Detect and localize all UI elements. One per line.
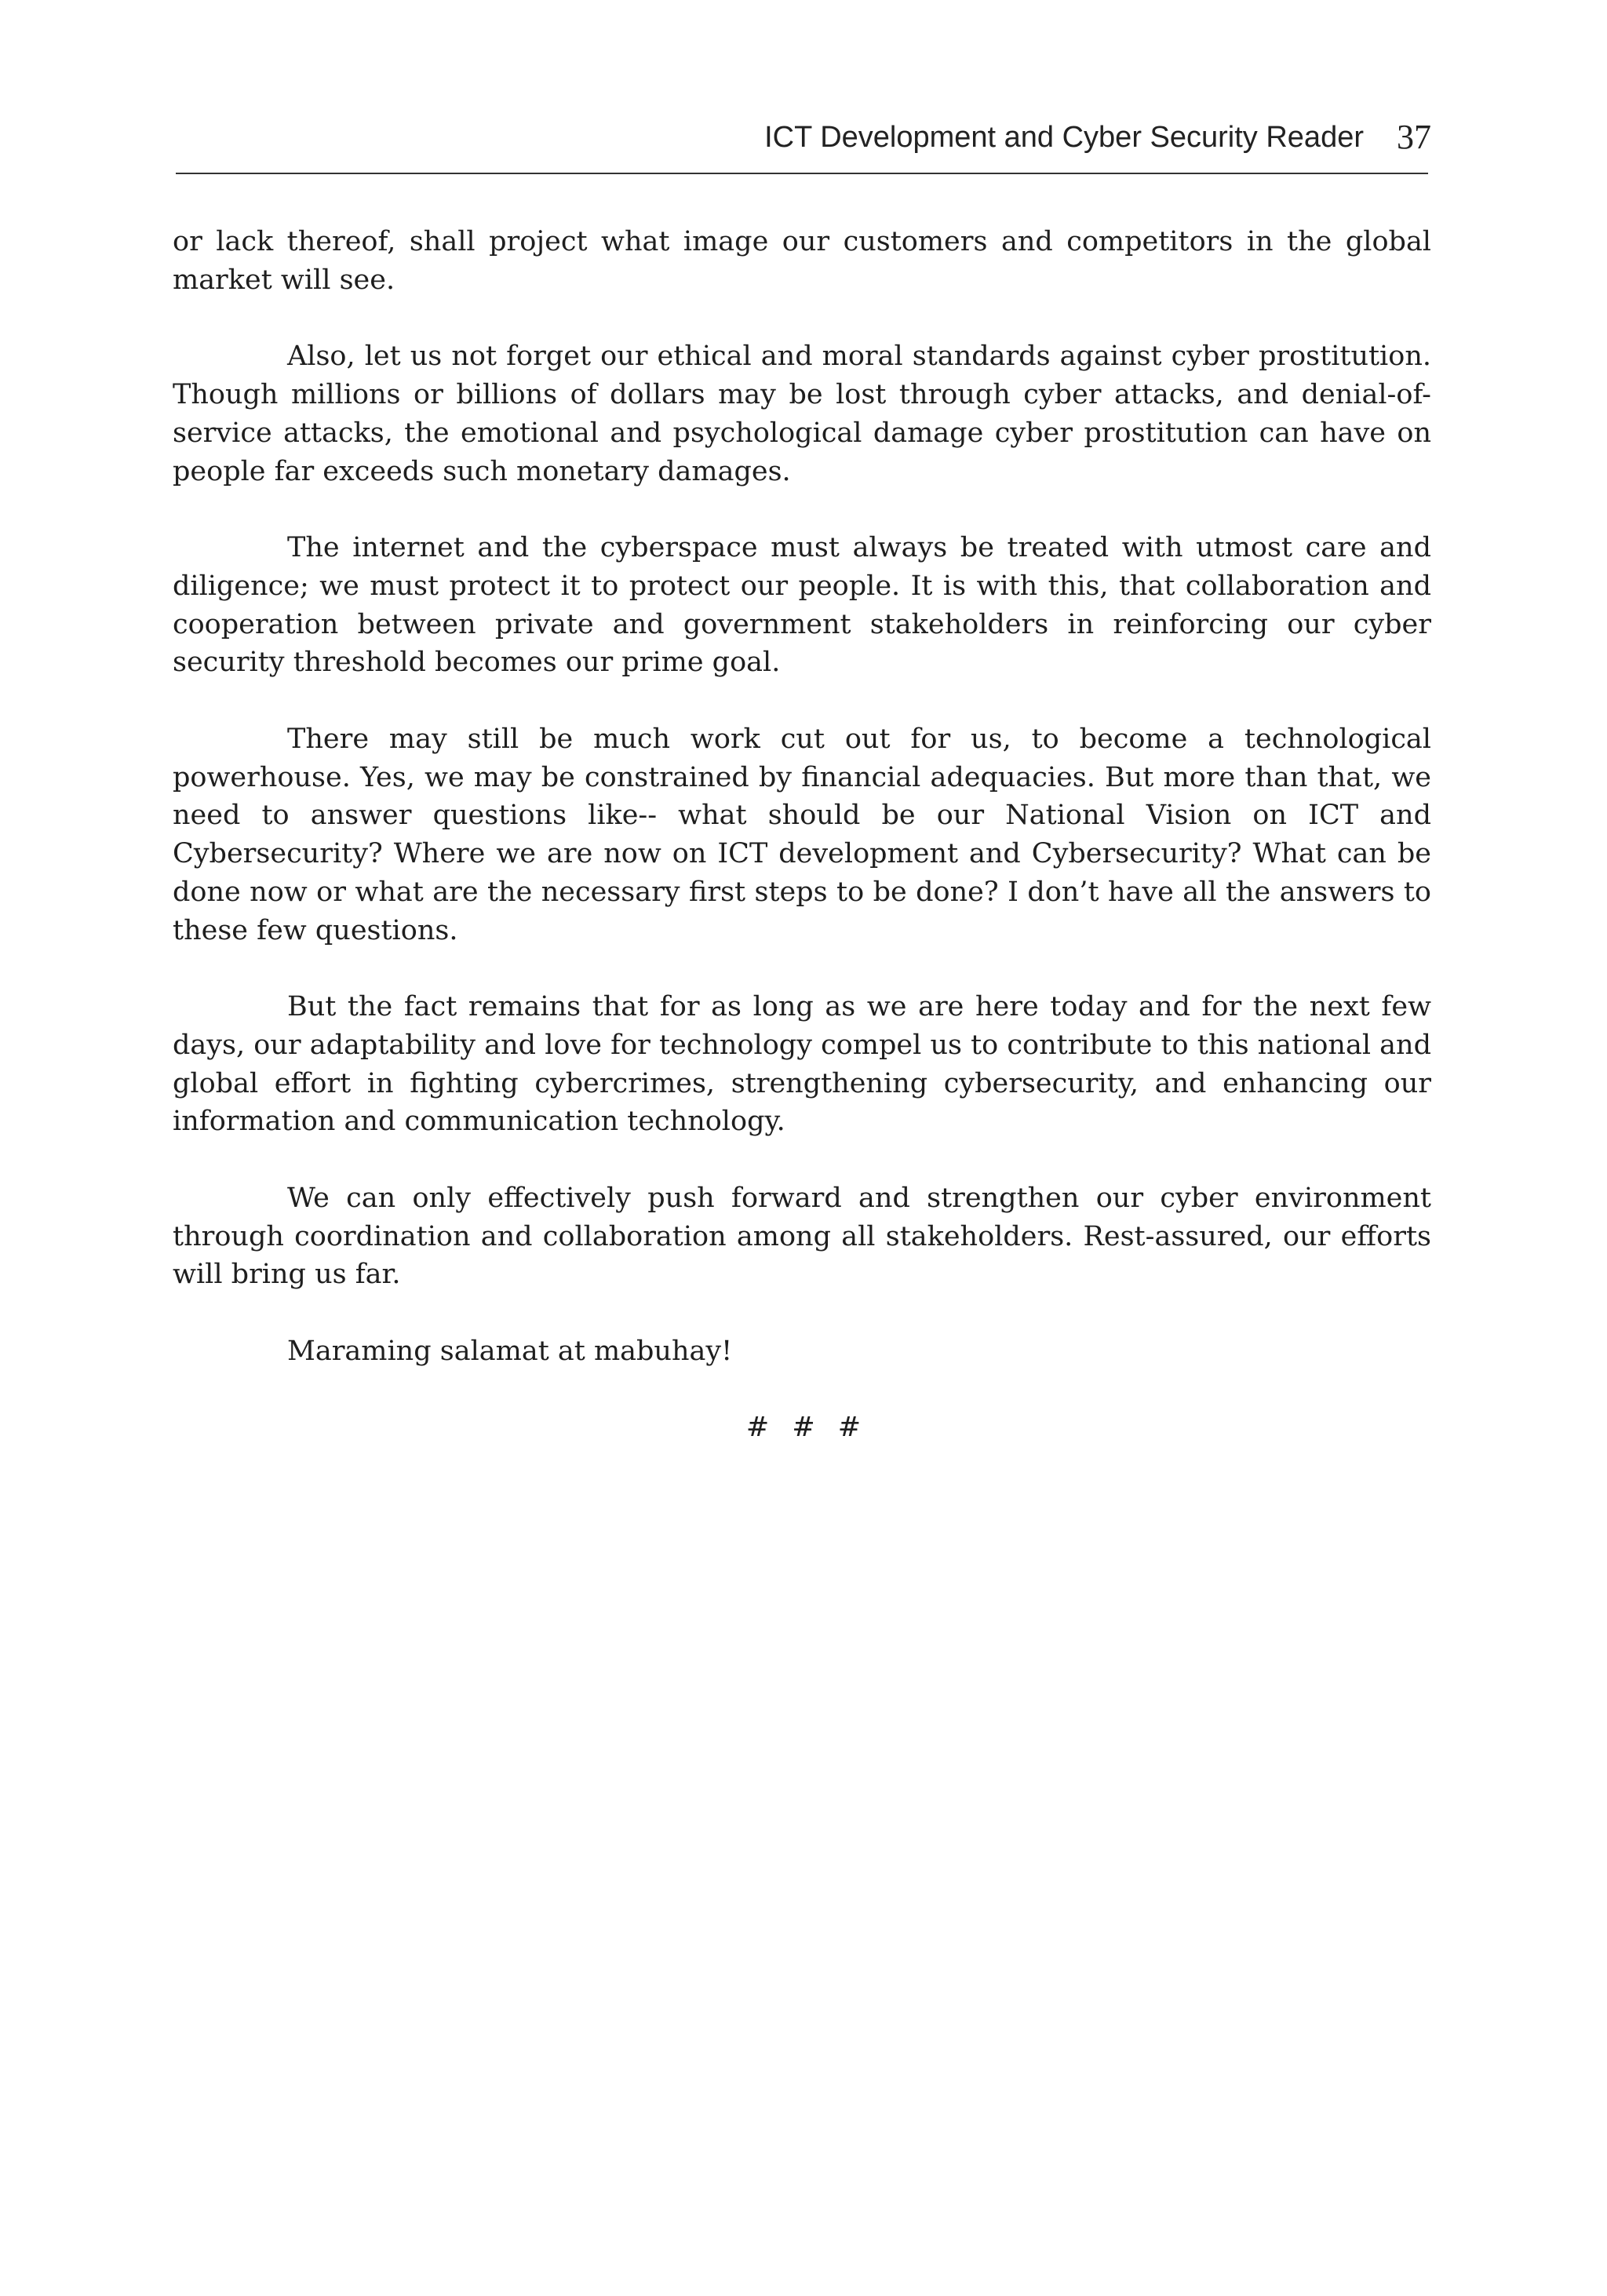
paragraph-continuation: or lack thereof, shall project what image our customers and competitors in the global market will see.	[173, 226, 1431, 296]
paragraph-work-ahead: There may still be much work cut out for us, to become a technological powerhouse. Yes, we may be constrained by financial adequacies. But more than that, we need to answer questions like-- what should be our National Vision on ICT and Cybersecurity? Where we are now on ICT development and Cybersecurity? What can be done now or what are the necessary first steps to be done? I don’t have all the answers to these few questions.	[173, 723, 1431, 946]
paragraph-ethics: Also, let us not forget our ethical and moral standards against cyber prostitution. Though millions or billions of dollars may be lost through cyber attacks, and denial-of-service attacks, the emotional and psychological damage cyber prostitution can have on people far exceeds such monetary damages.	[173, 341, 1431, 487]
closing-line: Maraming salamat at mabuhay!	[287, 1336, 733, 1368]
page-number: 37	[1397, 118, 1431, 156]
body-text	[173, 223, 1431, 1409]
paragraph-collaboration: We can only effectively push forward and strengthen our cyber environment through coordination and collaboration among all stakeholders. Rest-assured, our efforts will bring us far.	[173, 1183, 1431, 1291]
header-title: ICT Development and Cyber Security Reader	[764, 121, 1364, 154]
end-marks: # # #	[745, 1412, 862, 1443]
paragraph-cyberspace: The internet and the cyberspace must always be treated with utmost care and diligence; we must protect it to protect our people. It is with this, that collaboration and cooperation between private and government stakeholders in reinforcing our cyber security threshold becomes our prime goal.	[173, 532, 1431, 679]
paragraph-fact-remains: But the fact remains that for as long as we are here today and for the next few days, our adaptability and love for technology compel us to contribute to this national and global effort in fighting cybercrimes, strengthening cybersecurity, and enhancing our information and communication technology.	[173, 991, 1431, 1138]
running-header	[176, 114, 1431, 161]
header-rule	[176, 173, 1428, 174]
